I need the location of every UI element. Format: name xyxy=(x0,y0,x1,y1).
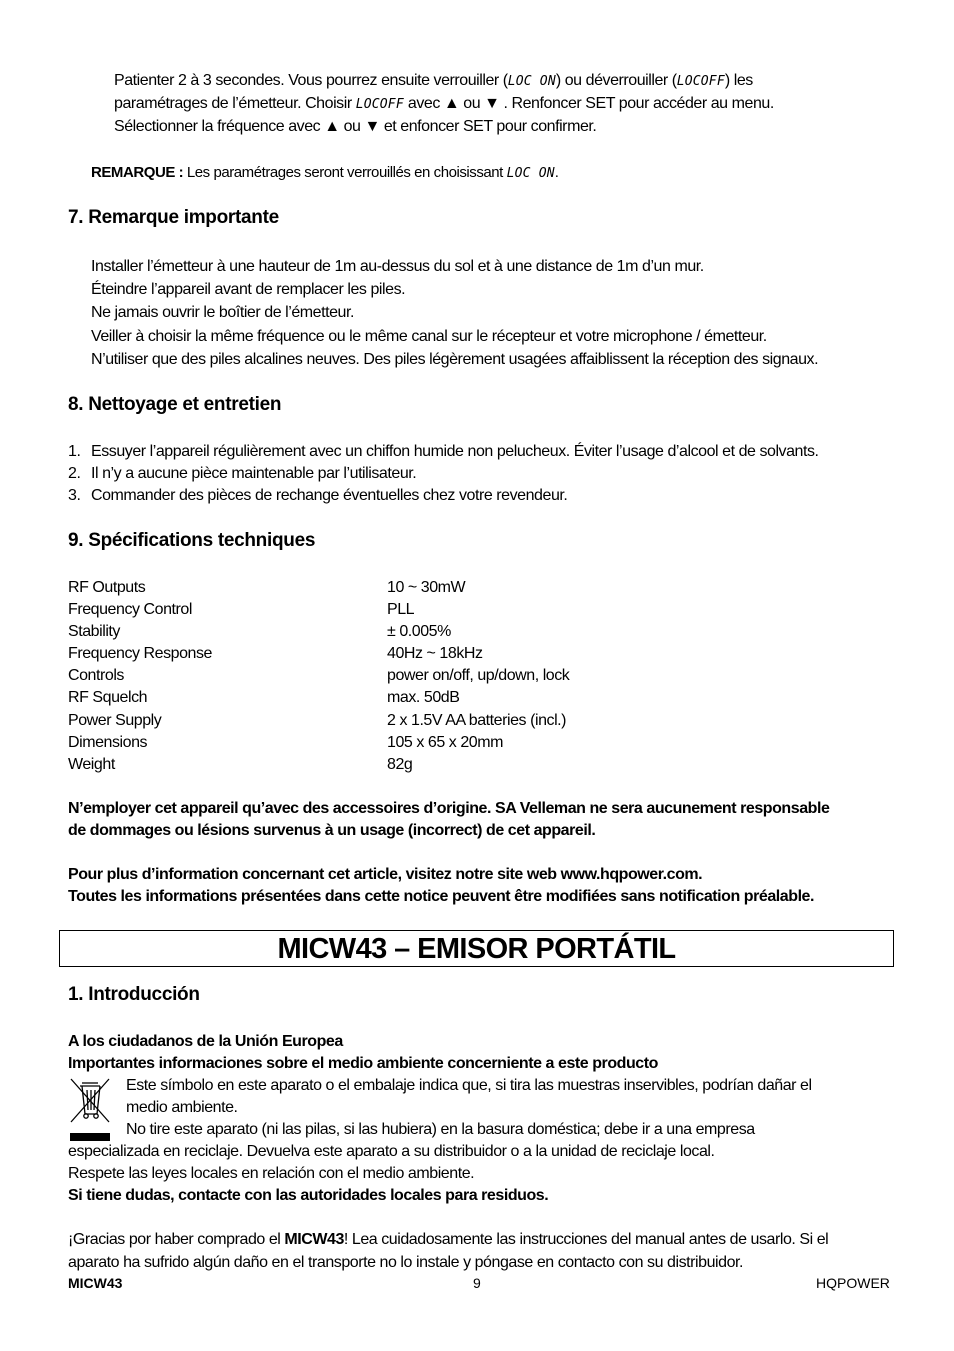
notice-line: Pour plus d’information concernant cet article, visitez notre site web www.hqpower.com. xyxy=(68,866,703,883)
lcd-loc-on: LOC ON xyxy=(506,166,555,181)
section-7-line: Éteindre l’appareil avant de remplacer les piles. xyxy=(91,281,406,298)
spec-value: 10 ~ 30mW xyxy=(387,579,466,596)
crossed-out-wheelie-bin-icon xyxy=(68,1076,112,1144)
spec-value: PLL xyxy=(387,601,415,618)
spanish-section-title-box xyxy=(59,930,894,967)
list-item: 2. Il n’y a aucune pièce maintenable par l’utilisateur. xyxy=(68,465,417,482)
notice-line: de dommages ou lésions survenus à un usage (incorrect) de cet appareil. xyxy=(68,822,596,839)
section-9-heading: 9. Spécifications techniques xyxy=(68,530,316,551)
spec-label: Frequency Control xyxy=(68,601,192,618)
spec-value: power on/off, up/down, lock xyxy=(387,667,570,684)
notice-line: Toutes les informations présentées dans cette notice peuvent être modifiées sans notification préalable. xyxy=(68,888,815,905)
weee-text-line: especializada en reciclaje. Devuelva este aparato a su distribuidor o a la unidad de reciclaje local. xyxy=(68,1143,715,1160)
spec-value: 105 x 65 x 20mm xyxy=(387,734,503,751)
weee-text-line: Este símbolo en este aparato o el embalaje indica que, si tira las muestras inservibles, podrían dañar el xyxy=(126,1077,812,1094)
lock-instruction-line-1: Patienter 2 à 3 secondes. Vous pourrez ensuite verrouiller (LOC ON) ou déverrouiller (LOCOFF) les xyxy=(114,72,753,89)
lcd-loc-on: LOC ON xyxy=(507,74,556,89)
lcd-loc-off: LOCOFF xyxy=(676,74,725,89)
section-7-line: Veiller à choisir la même fréquence ou le même canal sur le récepteur et votre microphone / émetteur. xyxy=(91,328,767,345)
section-7-line: Ne jamais ouvrir le boîtier de l’émetteur. xyxy=(91,304,354,321)
list-item: 1. Essuyer l’appareil régulièrement avec un chiffon humide non pelucheux. Éviter l’usage d’alcool et de solvants. xyxy=(68,443,819,460)
lock-instruction-line-3: Sélectionner la fréquence avec ▲ ou ▼ et enfoncer SET pour confirmer. xyxy=(114,118,597,135)
spec-value: 40Hz ~ 18kHz xyxy=(387,645,483,662)
spec-value: ± 0.005% xyxy=(387,623,451,640)
spec-label: RF Outputs xyxy=(68,579,146,596)
spanish-section-title: MICW43 – EMISOR PORTÁTIL xyxy=(277,933,676,965)
remarque-label: REMARQUE : xyxy=(91,164,184,181)
spec-label: Power Supply xyxy=(68,712,162,729)
model-name: MICW43 xyxy=(284,1231,344,1248)
spec-value: 2 x 1.5V AA batteries (incl.) xyxy=(387,712,567,729)
notice-line: N’employer cet appareil qu’avec des accessoires d’origine. SA Velleman ne sera aucunement responsable xyxy=(68,800,830,817)
weee-text-line: medio ambiente. xyxy=(126,1099,238,1116)
spec-label: Stability xyxy=(68,623,120,640)
section-7-line: Installer l’émetteur à une hauteur de 1m au-dessus du sol et à une distance de 1m d’un mur. xyxy=(91,258,704,275)
footer-page-number: 9 xyxy=(473,1275,481,1291)
footer-brand: HQPOWER xyxy=(816,1275,890,1291)
section-7-line: N’utiliser que des piles alcalines neuves. Des piles légèrement usagées affaiblissent la réception des signaux. xyxy=(91,351,819,368)
spec-value: max. 50dB xyxy=(387,689,460,706)
spec-label: Controls xyxy=(68,667,124,684)
section-8-heading: 8. Nettoyage et entretien xyxy=(68,394,282,415)
weee-text-line: No tire este aparato (ni las pilas, si las hubiera) en la basura doméstica; debe ir a una empresa xyxy=(126,1121,755,1138)
weee-text-line: Respete las leyes locales en relación con el medio ambiente. xyxy=(68,1165,475,1182)
remarque-note: REMARQUE : Les paramétrages seront verrouillés en choisissant LOC ON. xyxy=(91,164,559,181)
introduccion-heading: 1. Introducción xyxy=(68,984,200,1005)
spec-label: RF Squelch xyxy=(68,689,148,706)
thanks-line-2: aparato ha sufrido algún daño en el transporte no lo instale y póngase en contacto con su distribuidor. xyxy=(68,1254,744,1271)
lock-instruction-line-2: paramétrages de l’émetteur. Choisir LOCOFF avec ▲ ou ▼ . Renfoncer SET pour accéder au menu. xyxy=(114,95,774,112)
section-7-heading: 7. Remarque importante xyxy=(68,207,279,228)
spec-label: Weight xyxy=(68,756,115,773)
footer-model: MICW43 xyxy=(68,1275,123,1291)
thanks-line-1: ¡Gracias por haber comprado el MICW43! Lea cuidadosamente las instrucciones del manual antes de usarlo. Si el xyxy=(68,1231,829,1248)
weee-contact-line: Si tiene dudas, contacte con las autoridades locales para residuos. xyxy=(68,1187,549,1204)
spec-label: Dimensions xyxy=(68,734,148,751)
environment-heading: Importantes informaciones sobre el medio ambiente concerniente a este producto xyxy=(68,1055,658,1072)
eu-heading: A los ciudadanos de la Unión Europea xyxy=(68,1033,343,1050)
spec-label: Frequency Response xyxy=(68,645,212,662)
lcd-loc-off: LOCOFF xyxy=(355,97,404,112)
list-item: 3. Commander des pièces de rechange éventuelles chez votre revendeur. xyxy=(68,487,568,504)
spec-value: 82g xyxy=(387,756,413,773)
